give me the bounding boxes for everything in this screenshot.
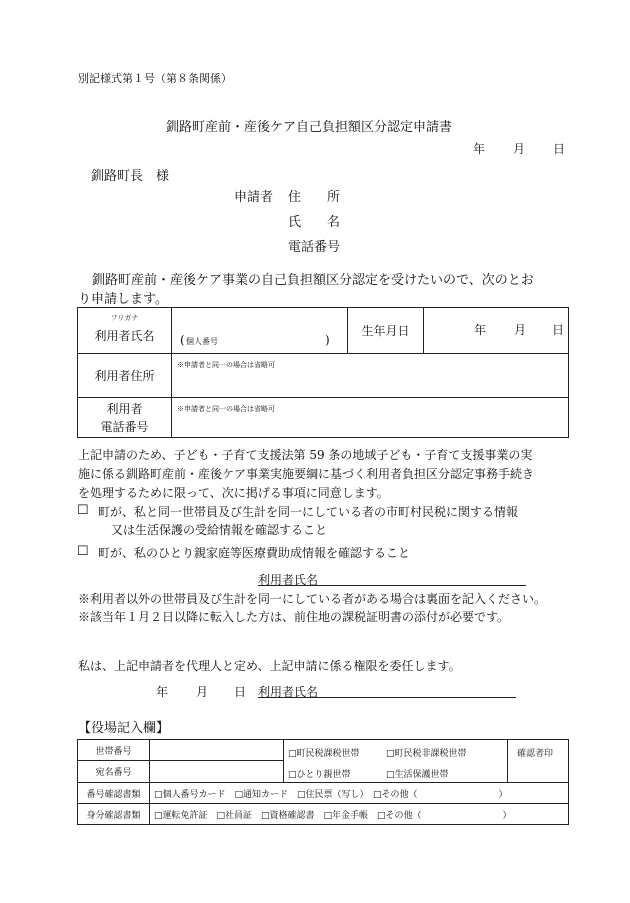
id-docs-text: □運転免許証 □社員証 □資格確認書 □年金手帳 □その他（ ） [154,810,512,821]
check1-line-1: 町が、私と同一世帯員及び生計を同一にしている者の市町村民税に関する情報 [98,505,519,519]
applicant-address-label: 住 所 [288,190,341,205]
user-address-field[interactable] [172,354,569,398]
addressee-no-field[interactable] [150,761,284,783]
user-sign-label: 利用者氏名 [258,573,319,587]
addressee-no-label-cell [78,761,150,783]
intro-line-1: 釧路町産前・産後ケア事業の自己負担額区分認定を受けたいので、次のとお [92,273,534,288]
id-docs-label: 身分確認書類 [86,810,141,821]
consent-line-3: を処理するために限って、次に掲げる事項に同意します。 [78,486,389,500]
note-1: ※利用者以外の世帯員及び生計を同一にしている者がある場合は裏面を記入ください。 [78,592,547,606]
intro-line-2: り申請します。 [78,292,168,307]
consent-line-2: 施に係る釧路町産前・産後ケア事業実施要綱に基づく利用者負担区分認定事務手続き [78,467,535,481]
user-phone-note: ※申請者と同一の場合は省略可 [177,405,275,413]
date-month: 月 [513,142,526,156]
office-heading: 【役場記入欄】 [78,721,170,736]
welfare-option[interactable]: □生活保護世帯 [386,770,449,780]
household-no-label-cell [78,740,150,761]
check1-line-2: 又は生活保護の受給情報を確認すること [111,523,328,537]
addressee: 釧路町長 様 [91,169,170,184]
user-name-field[interactable] [172,308,348,354]
user-sign-line[interactable] [258,585,526,586]
single-parent-option[interactable]: □ひとり親世帯 [288,770,351,780]
mynumber-label: 個人番号 [186,337,218,346]
page-title: 釧路町産前・産後ケア自己負担額区分認定申請書 [166,120,453,135]
number-docs-text: □個人番号カード □通知カード □住民票（写し） □その他（ ） [154,789,508,800]
delegate-sign-label: 利用者氏名 [258,685,319,699]
dob-month: 月 [514,323,527,337]
furigana-label: フリガナ [110,314,139,322]
date-year: 年 [473,142,486,156]
user-info-table [77,307,569,438]
date-day: 日 [553,142,566,156]
dob-year: 年 [474,323,487,337]
taxed-option[interactable]: □町民税課税世帯 [288,749,360,759]
delegate-month: 月 [196,685,209,699]
mynumber-open-paren: ( [180,333,185,347]
consent-line-1: 上記申請のため、子ども・子育て支援法第 59 条の地域子ども・子育て支援事業の実 [78,448,533,462]
dob-label-cell [348,308,424,354]
note-2: ※該当年１月２日以降に転入した方は、前住地の課税証明書の添付が必要です。 [78,610,510,624]
applicant-label: 申請者 [234,190,274,205]
check2-text: 町が、私のひとり親家庭等医療費助成情報を確認すること [98,546,411,560]
user-address-label: 利用者住所 [94,369,155,383]
number-docs-options[interactable] [150,783,569,804]
user-phone-label-1: 利用者 [106,401,143,416]
household-no-field[interactable] [150,740,284,761]
dob-field[interactable] [424,308,569,354]
household-type-cell [284,740,508,783]
user-address-label-cell [78,354,172,398]
form-reference: 別記様式第１号（第８条関係） [78,72,232,85]
user-address-note: ※申請者と同一の場合は省略可 [177,361,275,369]
dob-label: 生年月日 [361,324,410,338]
addressee-no-label: 宛名番号 [95,768,132,778]
user-name-header [78,308,172,354]
delegation-text: 私は、上記申請者を代理人と定め、上記申請に係る権限を委任します。 [78,659,461,673]
check1-checkbox[interactable]: ☐ [77,503,89,518]
id-docs-label-cell [78,804,150,825]
user-phone-label-2: 電話番号 [100,419,149,434]
applicant-phone-label: 電話番号 [288,240,341,255]
user-phone-field[interactable] [172,398,569,438]
delegate-sign-line[interactable] [258,697,516,698]
nontaxed-option[interactable]: □町民税非課税世帯 [386,749,467,759]
household-no-label: 世帯番号 [95,746,132,757]
applicant-name-label: 氏 名 [288,215,341,230]
number-docs-label-cell [78,783,150,804]
office-use-table [77,739,569,825]
mynumber-close-paren: ) [325,333,330,347]
confirmer-label: 確認者印 [517,749,554,759]
confirmer-cell[interactable] [508,740,569,783]
id-docs-options[interactable] [150,804,569,825]
user-phone-label-cell [78,398,172,438]
delegate-year: 年 [156,685,169,699]
user-name-label: 利用者氏名 [94,329,155,343]
dob-day: 日 [552,323,565,337]
number-docs-label: 番号確認書類 [86,789,141,800]
delegate-day: 日 [234,685,247,699]
check2-checkbox[interactable]: ☐ [77,544,89,559]
